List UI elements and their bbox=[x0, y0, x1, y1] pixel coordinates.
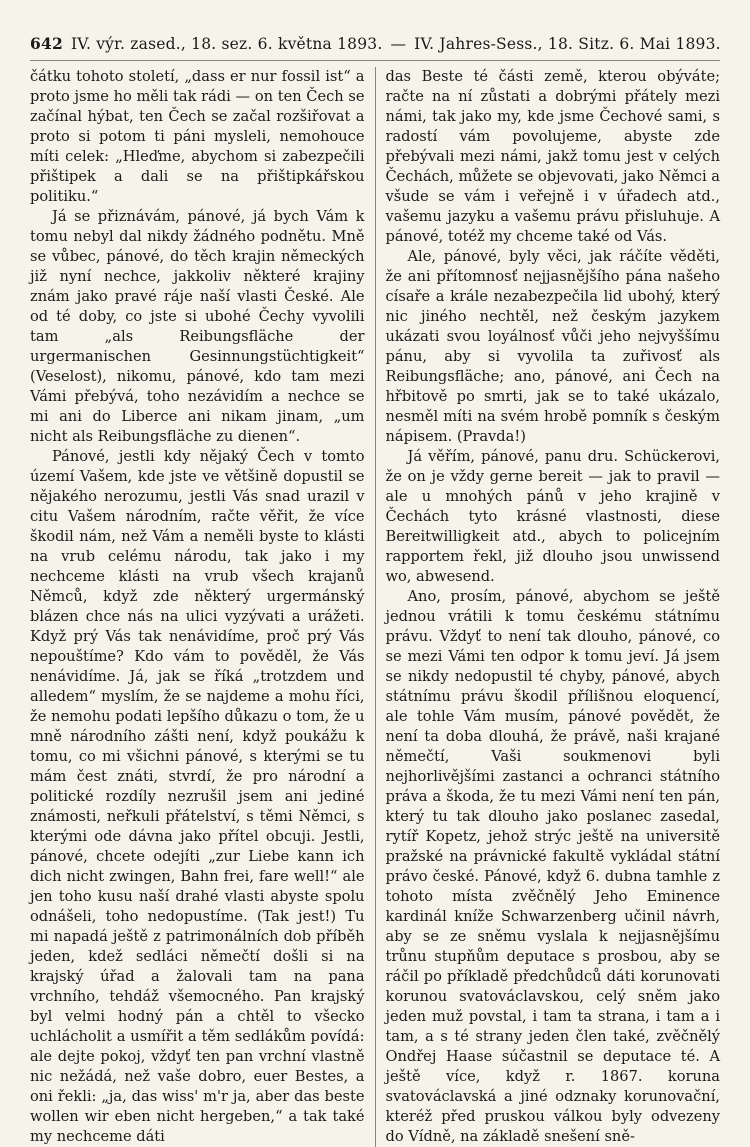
paragraph: Ano, prosím, pánové, abychom se ještě jednou vrátili k tomu českému státnímu právu. Vždyť to není tak dlouho, pánové, co se mezi Vámi ten odpor k tomu jeví. Já jsem se nikdy nedopustil té chyby, pánové, abych státnímu právu škodil přílišnou eloquencí, ale tohle Vám musím, pánové povědět, že není ta doba dlouhá, že právě, naši krajané němečtí, Vaši soukmenovi byli nejhorlivějšími zastanci a ochranci státního práva a škoda, že tu mezi Vámi není ten pán, který tu tak dlouho jako poslanec zasedal, rytíř Kopetz, jehož strýc ještě na universitě pražské na právnické fakultě vykládal státní právo české. Pánové, když 6. dubna tamhle z tohoto místa zvěčnělý Jeho Eminence kardinál kníže Schwarzenberg učinil návrh, aby se ze sněmu vyslala k nejjasnějšímu trůnu stupňům deputace s prosbou, aby se ráčil po příkladě předchůdců dáti korunovati korunou svatováclavskou, celý sněm jako jeden muž povstal, i tam ta strana, i tam a i tam, a s té strany jeden člen také, zvěčnělý Ondřej Haase súčastnil se deputace té. A ještě více, když r. 1867. koruna svatováclavská a jiné odznaky korunovační, kteréž před pruskou válkou byly odvezeny do Vídně, na základě snešení sně- bbox=[385, 588, 721, 1145]
paragraph: čátku tohoto století, „dass er nur fossil ist“ a proto jsme ho měli tak rádi — on ten Čech se začínal hýbat, ten Čech se začal rozšiřovat a proto si potom ti páni mysleli, nemohouce míti celek: „Hleďme, abychom si zabezpečili přištipek a dali se na přištipkářskou politiku.“ bbox=[30, 68, 365, 205]
header-left-czech: IV. výr. zased., 18. sez. 6. května 1893. bbox=[70, 35, 383, 53]
paragraph: das Beste té části země, kterou obýváte; račte na ní zůstati a dobrými přátely mezi námi, tak jako my, kde jsme Čechové sami, s radostí vám povolujeme, abyste zde přebývali mezi námi, jakž tomu jest v celých Čechách, můžete se objevovati, jako Němci a všude se vám i veřejně i v úřadech atd., vašemu jazyku a vašemu právu přisluhuje. A pánové, totéž my chceme také od Vás. bbox=[385, 68, 721, 245]
paragraph: Já věřím, pánové, panu dru. Schückerovi, že on je vždy gerne bereit — jak to pravil — ale u mnohých pánů v jeho krajině v Čechách tyto krásné vlastnosti, diese Bereitwilligkeit atd., abych to policejním rapportem řekl, již dlouho jsou unwissend wo, abwesend. bbox=[385, 448, 721, 585]
paragraph: Já se přiznávám, pánové, já bych Vám k tomu nebyl dal nikdy žádného podnětu. Mně se vůbec, pánové, do těch krajin německých již nyní nechce, jakkoliv některé krajiny znám jako pravé ráje naší vlasti České. Ale od té doby, co jste si ubohé Čechy vyvolili tam „als Reibungsfläche der urgermanischen Gesinnungstüchtigkeit“ (Veselost), nikomu, pánové, kdo tam mezi Vámi přebývá, toho nezávidím a nechce se mi ani do Liberce ani nikam jinam, „um nicht als Reibungsfläche zu dienen“. bbox=[30, 208, 365, 445]
header-separator: — bbox=[390, 35, 407, 53]
column-divider bbox=[375, 67, 376, 1147]
paragraph: Pánové, jestli kdy nějaký Čech v tomto území Vašem, kde jste ve většině dopustil se nějakého nerozumu, jestli Vás snad urazil v citu Vašem národním, račte věřit, že více škodil nám, než Vám a neměli byste to klásti na vrub celému národu, tak jako i my nechceme klásti na vrub všech krajanů Němců, když zde některý urgermánský blázen chce nás na ulici vyzývati a urážeti. Když prý Vás tak nenávidíme, proč prý Vás nepouštíme? Kdo vám to pověděl, že Vás nenávidíme. Já, jak se říká „trotzdem und alledem“ myslím, že se najdeme a mohu říci, že nemohu podati lepšího důkazu o tom, že u mně národního zášti není, když poukážu k tomu, co mi všichni pánové, s kterými se tu mám čest znáti, stvrdí, že pro národní a politické rozdíly nezrušil jsem ani jediné známosti, neřkuli přátelství, s těmi Němci, s kterými ode dávna jako přítel obcuji. Jestli, pánové, chcete odejíti „zur Liebe kann ich dich nicht zwingen, Bahn frei, fare well!“ ale jen toho kusu naší drahé vlasti abyste spolu odnášeli, toho nedopustíme. (Tak jest!) Tu mi napadá ještě z patrimonálních dob příběh jeden, kdež sedláci němečtí došli si na krajský úřad a žalovali tam na pana vrchního, tehdáž všemocného. Pan krajský byl velmi hodný pán a chtěl to všecko uchlácholit a usmířit a těm sedlákům povídá: ale dejte pokoj, vždyť ten pan vrchní vlastně nic nežádá, než vaše dobro, euer Bestes, a oni řekli: „ja, das wiss' m'r ja, aber das beste wollen wir eben nicht hergeben,“ a tak také my nechceme dáti bbox=[30, 448, 365, 1145]
paragraph: Ale, pánové, byly věci, jak ráčíte věděti, že ani přítomnosť nejjasnějšího pána našeho císaře a krále nezabezpečila lid ubohý, který nic jiného nechtěl, než českým jazykem ukázati svou loyálnosť vůči jeho nejvyššímu pánu, aby si vyvolila ta zuřivosť als Reibungsfläche; ano, pánové, ani Čech na hřbitově po smrti, jak se to také ukázalo, nesměl míti na svém hrobě pomník s českým nápisem. (Pravda!) bbox=[385, 248, 721, 445]
page-number: 642 bbox=[30, 34, 63, 53]
two-column-body bbox=[30, 67, 720, 1147]
right-column bbox=[386, 67, 721, 1147]
header-right-german: IV. Jahres-Sess., 18. Sitz. 6. Mai 1893. bbox=[414, 35, 721, 53]
running-header bbox=[30, 34, 720, 61]
left-column bbox=[30, 67, 365, 1147]
